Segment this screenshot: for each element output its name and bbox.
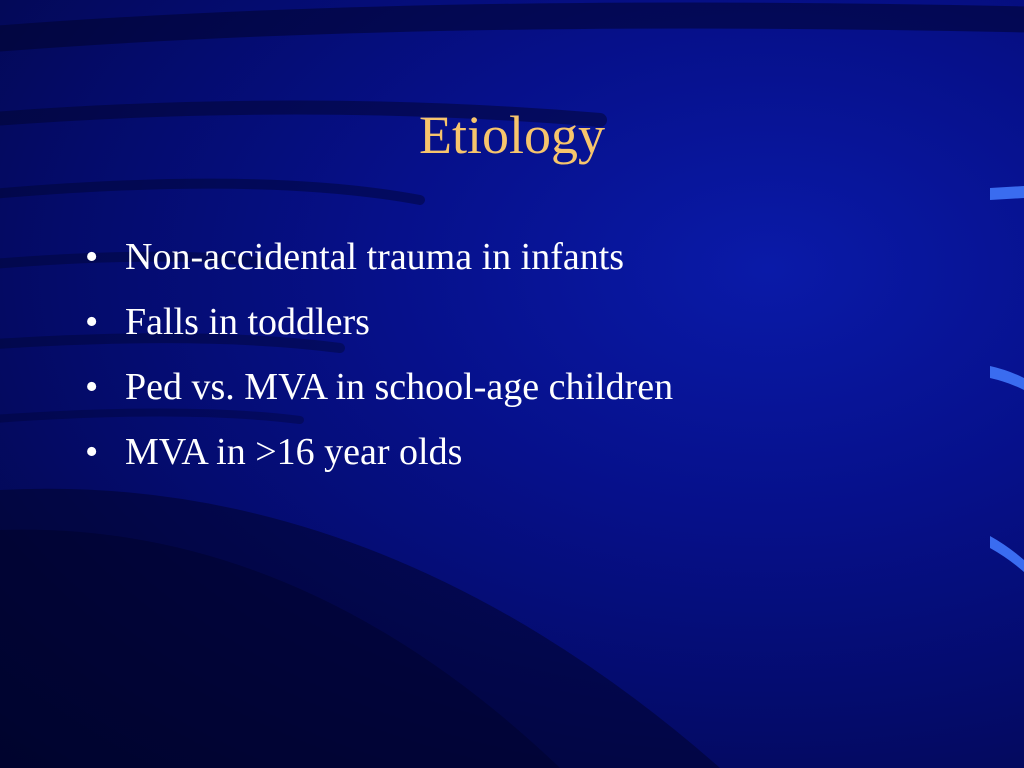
- bullet-dot-icon: •: [85, 301, 99, 343]
- accent-stripe: [990, 366, 1024, 390]
- slide-title: Etiology: [419, 105, 605, 165]
- bullet-item: [85, 232, 673, 297]
- bullet-dot-icon: •: [85, 431, 99, 473]
- bullet-dot-icon: •: [85, 236, 99, 278]
- bullet-text: Falls in toddlers: [125, 301, 370, 343]
- bullet-text: Ped vs. MVA in school-age children: [125, 366, 674, 408]
- bullet-item: [85, 297, 673, 362]
- bullet-text: MVA in >16 year olds: [125, 431, 463, 473]
- background-swoosh: [0, 184, 420, 200]
- bullet-text: Non-accidental trauma in infants: [125, 236, 625, 278]
- accent-stripe: [990, 536, 1024, 572]
- accent-stripe: [990, 186, 1024, 200]
- bullet-item: [85, 427, 673, 492]
- background-swoosh: [0, 16, 1024, 41]
- bullet-dot-icon: •: [85, 366, 99, 408]
- bullet-list: [85, 232, 673, 492]
- bullet-item: [85, 362, 673, 427]
